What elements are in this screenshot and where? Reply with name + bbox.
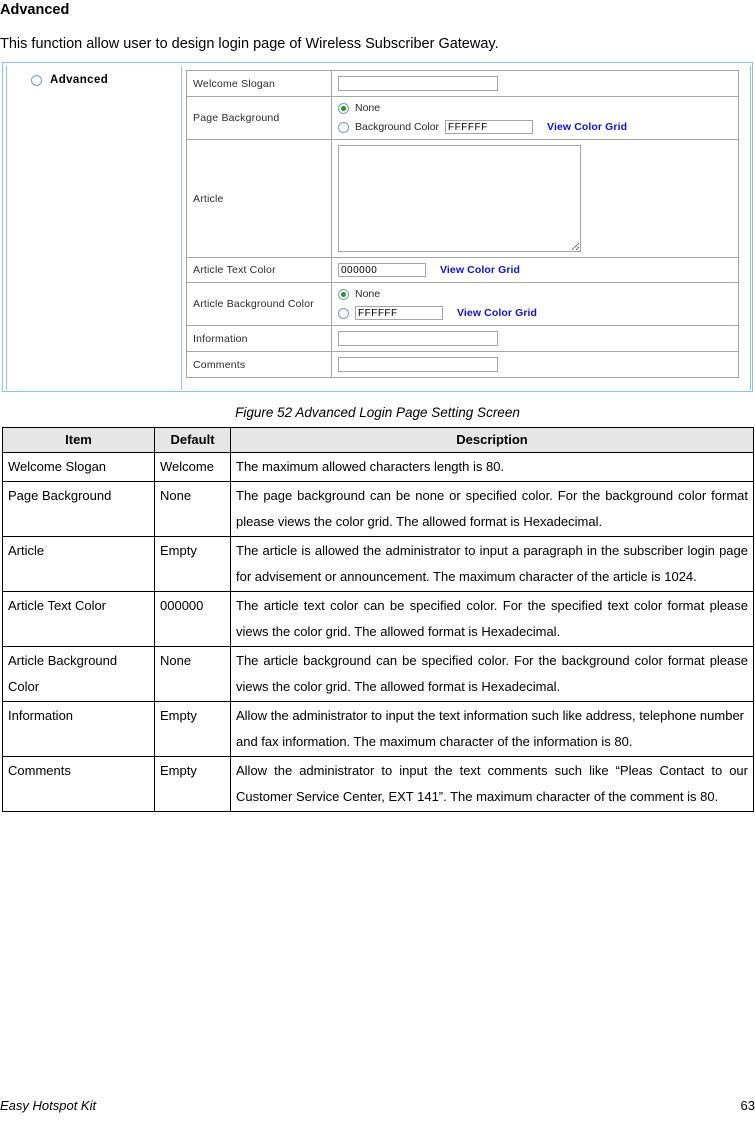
screenshot-body bbox=[6, 66, 751, 390]
table-header-row bbox=[3, 428, 754, 453]
cell-description: Allow the administrator to input the text comments such like “Pleas Contact to our Customer Service Center, EXT 141”. The maximum character of the comment is 80. bbox=[231, 757, 754, 812]
page-background-color-option[interactable] bbox=[338, 120, 732, 134]
page-background-view-color-grid-link[interactable]: View Color Grid bbox=[547, 121, 628, 133]
form-row-article bbox=[187, 140, 739, 258]
information-label: Information bbox=[187, 326, 332, 352]
table-row bbox=[3, 592, 754, 647]
page-background-color-radio-icon[interactable] bbox=[338, 122, 349, 133]
screenshot-figure bbox=[2, 62, 753, 392]
article-background-none-option[interactable] bbox=[338, 288, 732, 300]
article-label: Article bbox=[187, 140, 332, 258]
cell-description: Allow the administrator to input the text information such like address, telephone number and fax information. The maximum character of the information is 80. bbox=[231, 702, 754, 757]
footer-document-title: Easy Hotspot Kit bbox=[0, 1098, 97, 1113]
comments-cell bbox=[332, 352, 739, 378]
article-background-color-option[interactable] bbox=[338, 306, 732, 320]
screenshot-right-panel bbox=[182, 66, 750, 390]
article-background-color-label: Article Background Color bbox=[187, 283, 332, 326]
form-row-comments bbox=[187, 352, 739, 378]
advanced-radio-icon[interactable] bbox=[31, 75, 42, 86]
article-background-color-input[interactable] bbox=[355, 306, 443, 320]
login-page-settings-form bbox=[186, 70, 739, 378]
article-text-color-cell bbox=[332, 258, 739, 283]
column-header-default: Default bbox=[155, 428, 231, 453]
welcome-slogan-label: Welcome Slogan bbox=[187, 71, 332, 97]
cell-description: The article is allowed the administrator to input a paragraph in the subscriber login page for advisement or announcement. The maximum character of the article is 1024. bbox=[231, 537, 754, 592]
form-row-information bbox=[187, 326, 739, 352]
cell-item: Article Background Color bbox=[3, 647, 155, 702]
cell-item: Information bbox=[3, 702, 155, 757]
intro-paragraph: This function allow user to design login page of Wireless Subscriber Gateway. bbox=[0, 36, 499, 52]
cell-default: None bbox=[155, 647, 231, 702]
cell-item: Article Text Color bbox=[3, 592, 155, 647]
page-background-label: Page Background bbox=[187, 97, 332, 140]
figure-caption: Figure 52 Advanced Login Page Setting Screen bbox=[235, 405, 520, 420]
settings-description-table bbox=[2, 427, 754, 812]
cell-description: The article background can be specified color. For the background color format please views the color grid. The allowed format is Hexadecimal. bbox=[231, 647, 754, 702]
information-input[interactable] bbox=[338, 331, 498, 346]
table-row bbox=[3, 702, 754, 757]
cell-description: The maximum allowed characters length is 80. bbox=[231, 453, 754, 482]
table-row bbox=[3, 537, 754, 592]
article-text-color-view-color-grid-link[interactable]: View Color Grid bbox=[440, 264, 521, 276]
cell-item: Welcome Slogan bbox=[3, 453, 155, 482]
article-background-none-radio-icon[interactable] bbox=[338, 289, 349, 300]
cell-default: Empty bbox=[155, 702, 231, 757]
table-row bbox=[3, 453, 754, 482]
form-row-page-background bbox=[187, 97, 739, 140]
advanced-radio-row[interactable] bbox=[31, 74, 181, 86]
comments-label: Comments bbox=[187, 352, 332, 378]
column-header-description: Description bbox=[231, 428, 754, 453]
page-background-color-input[interactable] bbox=[445, 120, 533, 134]
cell-description: The page background can be none or specified color. For the background color format please views the color grid. The allowed format is Hexadecimal. bbox=[231, 482, 754, 537]
form-row-article-text-color bbox=[187, 258, 739, 283]
cell-default: Welcome bbox=[155, 453, 231, 482]
form-row-article-background-color bbox=[187, 283, 739, 326]
page-footer bbox=[0, 1098, 755, 1113]
welcome-slogan-cell bbox=[332, 71, 739, 97]
article-cell bbox=[332, 140, 739, 258]
page-background-none-option[interactable] bbox=[338, 102, 732, 114]
article-text-color-controls bbox=[338, 263, 732, 277]
cell-item: Page Background bbox=[3, 482, 155, 537]
page-background-none-label: None bbox=[355, 102, 381, 114]
screenshot-left-panel bbox=[7, 66, 182, 390]
comments-input[interactable] bbox=[338, 357, 498, 372]
table-row bbox=[3, 757, 754, 812]
cell-item: Article bbox=[3, 537, 155, 592]
advanced-radio-label: Advanced bbox=[50, 74, 109, 86]
page-background-color-label: Background Color bbox=[355, 121, 440, 133]
table-row bbox=[3, 647, 754, 702]
form-row-welcome-slogan bbox=[187, 71, 739, 97]
page-background-cell bbox=[332, 97, 739, 140]
article-background-none-label: None bbox=[355, 288, 381, 300]
table-row bbox=[3, 482, 754, 537]
article-background-color-cell bbox=[332, 283, 739, 326]
cell-item: Comments bbox=[3, 757, 155, 812]
page-background-none-radio-icon[interactable] bbox=[338, 103, 349, 114]
welcome-slogan-input[interactable] bbox=[338, 76, 498, 91]
page-title: Advanced bbox=[0, 2, 70, 18]
column-header-item: Item bbox=[3, 428, 155, 453]
cell-default: None bbox=[155, 482, 231, 537]
table-body bbox=[3, 453, 754, 812]
footer-page-number: 63 bbox=[740, 1098, 755, 1113]
article-text-color-label: Article Text Color bbox=[187, 258, 332, 283]
article-text-color-input[interactable] bbox=[338, 263, 426, 277]
article-background-color-radio-icon[interactable] bbox=[338, 308, 349, 319]
cell-default: Empty bbox=[155, 757, 231, 812]
cell-description: The article text color can be specified color. For the specified text color format please views the color grid. The allowed format is Hexadecimal. bbox=[231, 592, 754, 647]
information-cell bbox=[332, 326, 739, 352]
article-textarea[interactable] bbox=[338, 145, 581, 252]
article-background-view-color-grid-link[interactable]: View Color Grid bbox=[457, 307, 538, 319]
cell-default: Empty bbox=[155, 537, 231, 592]
cell-default: 000000 bbox=[155, 592, 231, 647]
